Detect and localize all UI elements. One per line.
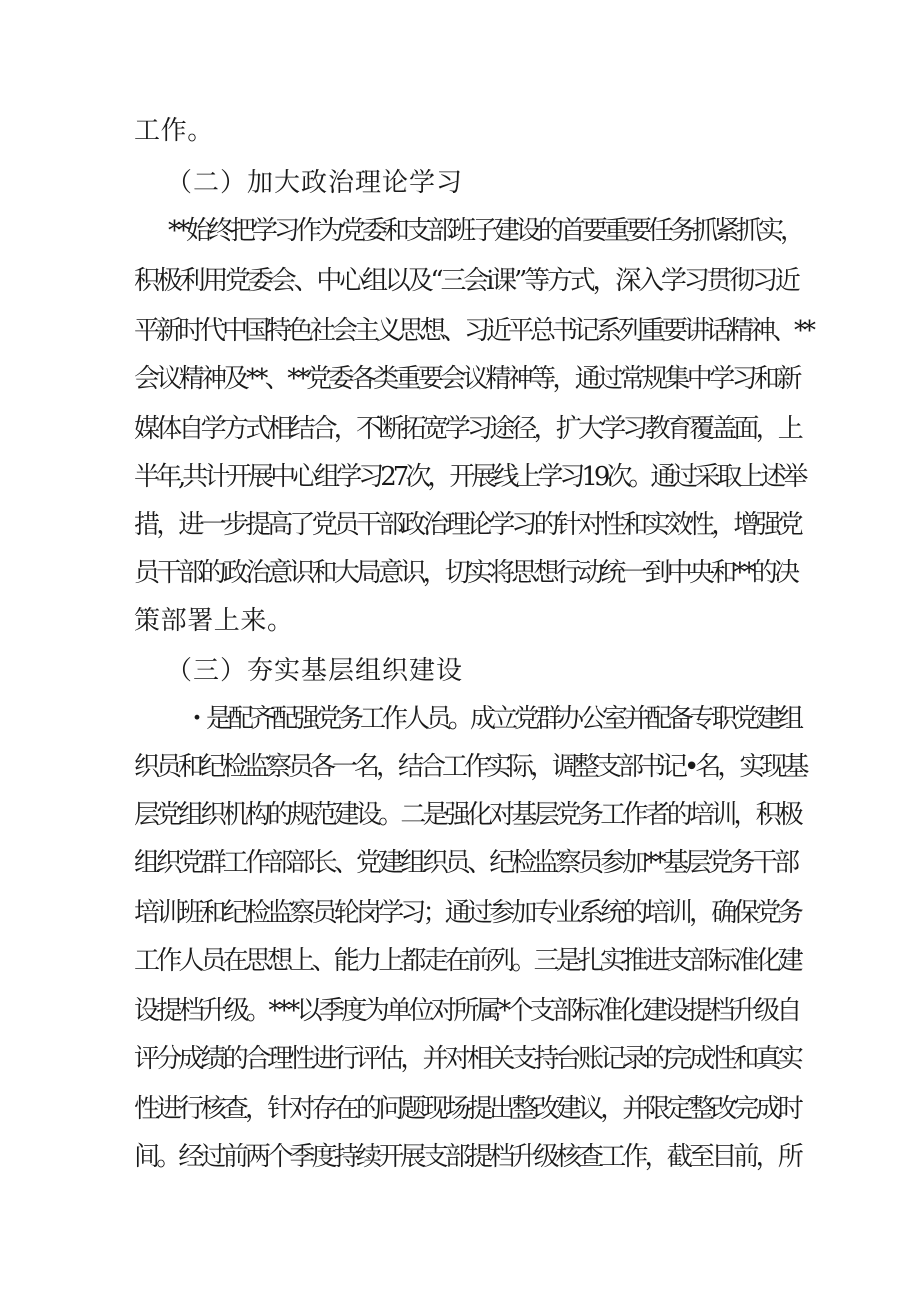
text-line: 平新时代中国特色社会主义思想、习近平总书记系列重要讲话精神、** [134,316,813,346]
text-line: 设提档升级。***以季度为单位对所属*个支部标准化建设提档升级自 [134,996,799,1026]
text-line: 策部署上来。 [134,606,294,636]
text-line: 半年,共计开展中心组学习27次，开展线上学习19次。通过采取上述举 [134,462,805,492]
section-heading-2: （二）加大政治理论学习 [166,168,464,198]
text-line: 织员和纪检监察员各一名，结合工作实际，调整支部书记•名，实现基 [134,752,806,782]
text-line: ・是配齐配强党务工作人员。成立党群办公室并配备专职党建组 [184,704,801,734]
text-line: 员干部的政治意识和大局意识，切实将思想行动统一到中央和**的决 [134,558,797,588]
text-line: 工作。 [134,116,214,146]
text-line: **始终把学习作为党委和支部班子建设的首要重要任务抓紧抓实， [168,216,803,246]
text-line: 组织党群工作部部长、党建组织员、纪检监察员参加**基层党务干部 [134,848,797,878]
text-line: 培训班和纪检监察员轮岗学习；通过参加专业系统的培训，确保党务 [134,898,801,928]
text-line: 措，进一步提高了党员干部政治理论学习的针对性和实效性，增强党 [134,510,801,540]
text-line: 会议精神及**、**党委各类重要会议精神等，通过常规集中学习和新 [134,364,799,394]
text-line: 层党组织机构的规范建设。二是强化对基层党务工作者的培训，积极 [134,800,801,830]
text-line: 间。经过前两个季度持续开展支部提档升级核查工作，截至目前，所 [134,1142,801,1172]
text-line: 评分成绩的合理性进行评估，并对相关支持台账记录的完成性和真实 [134,1044,801,1074]
text-line: 媒体自学方式相结合，不断拓宽学习途径，扩大学习教育覆盖面，上 [134,414,801,444]
text-line: 积极利用党委会、中心组以及“三会i课”等方式，深入学习贯彻习近 [134,266,798,296]
text-line: 性进行核查，针对存在的问题现场提出整改建议，并限定整改完成时 [134,1094,801,1124]
text-line: 工作人员在思想上、能力上都走在前列。三是扎实推进支部标准化建 [134,946,801,976]
section-heading-3: （三）夯实基层组织建设 [166,656,464,686]
